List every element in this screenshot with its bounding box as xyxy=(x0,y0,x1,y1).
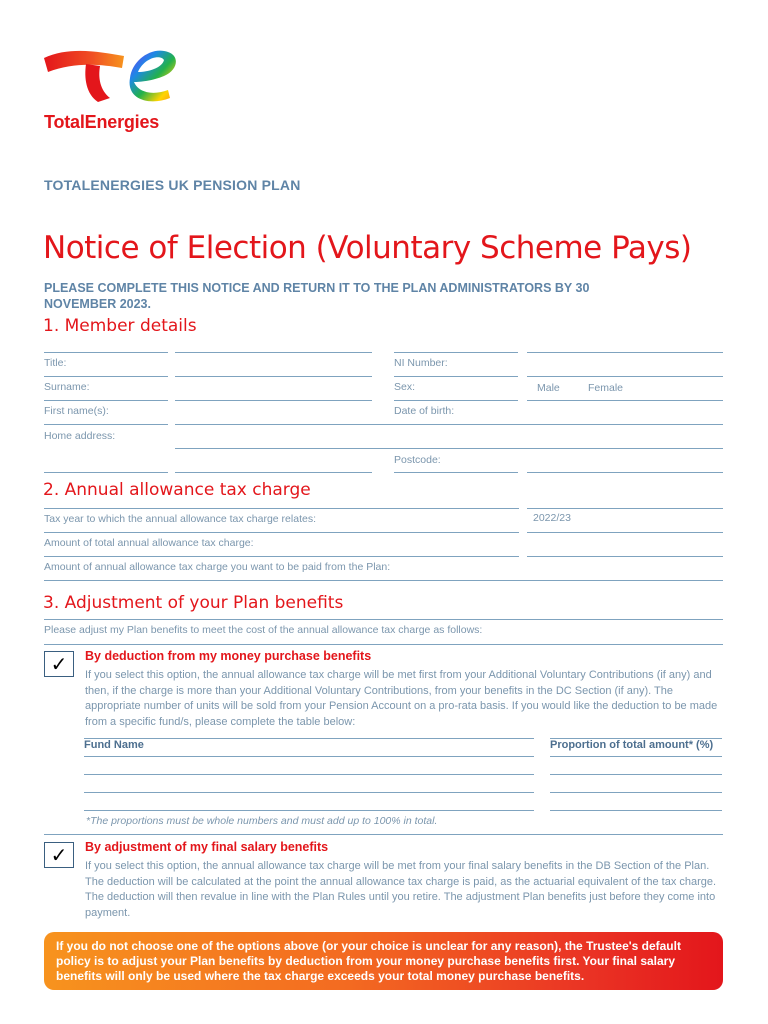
plan-name: TOTALENERGIES UK PENSION PLAN xyxy=(44,177,301,193)
option-final-salary-text: If you select this option, the annual allowance tax charge will be met from your final salary benefits in the DB Section of the Plan. The deduction will be calculated at the point the annual allowance tax charge is paid, as the actuarial equivalent of the tax charge. The deduction will then revalue in line with the Plan Rules until you retire. The adjustment Plan benefits just before they come into payment. xyxy=(85,860,717,919)
instruction-text: PLEASE COMPLETE THIS NOTICE AND RETURN IT TO THE PLAN ADMINISTRATORS BY 30 NOVEMBER 2023. xyxy=(44,281,590,311)
home-address-label: Home address: xyxy=(44,430,116,442)
adjustment-intro: Please adjust my Plan benefits to meet the cost of the annual allowance tax charge as follows: xyxy=(44,624,483,636)
tax-year-value[interactable]: 2022/23 xyxy=(533,512,571,524)
option-money-purchase-text: If you select this option, the annual allowance tax charge will be met first from your Additional Voluntary Contributions (if any) and then, if the charge is more than your Additional Voluntary Contributions, from your benefits in the DC Section (if any). The appropriate number of units will be sold from your Pension Account on a pro-rata basis. If you would like the deduction to be made from a specific fund/s, please complete the table below: xyxy=(85,669,718,728)
fund-name-row-3[interactable] xyxy=(84,794,534,810)
amount-total-field[interactable] xyxy=(527,536,723,556)
amount-total-label: Amount of total annual allowance tax charge: xyxy=(44,537,254,549)
proportion-row-3[interactable] xyxy=(550,794,722,810)
ni-number-field[interactable] xyxy=(527,356,723,376)
surname-label: Surname: xyxy=(44,381,90,393)
amount-paid-label: Amount of annual allowance tax charge you want to be paid from the Plan: xyxy=(44,561,391,573)
brand-logo-text: TotalEnergies xyxy=(44,112,160,132)
section-3-title: 3. Adjustment of your Plan benefits xyxy=(43,593,344,613)
first-names-label: First name(s): xyxy=(44,405,109,417)
default-policy-banner xyxy=(44,932,723,990)
amount-paid-field[interactable] xyxy=(527,560,723,580)
fund-name-row-2[interactable] xyxy=(84,776,534,792)
dob-label: Date of birth: xyxy=(394,405,455,417)
postcode-label: Postcode: xyxy=(394,454,441,466)
ni-number-label: NI Number: xyxy=(394,357,448,369)
sex-option-female[interactable]: Female xyxy=(588,382,624,394)
fund-name-row-1[interactable] xyxy=(84,758,534,774)
dob-field[interactable] xyxy=(527,404,723,424)
first-names-field[interactable] xyxy=(175,404,372,424)
fund-name-header: Fund Name xyxy=(84,739,144,751)
title-label: Title: xyxy=(44,357,67,369)
home-address-field[interactable] xyxy=(175,428,723,448)
final-salary-checkbox[interactable]: ✓ xyxy=(44,842,74,868)
tax-year-label: Tax year to which the annual allowance tax charge relates: xyxy=(44,513,316,525)
section-2-title: 2. Annual allowance tax charge xyxy=(43,480,311,500)
option-final-salary-title: By adjustment of my final salary benefits xyxy=(85,840,329,854)
proportion-header: Proportion of total amount* (%) xyxy=(550,739,714,751)
proportion-footnote: *The proportions must be whole numbers and must add up to 100% in total. xyxy=(86,815,438,827)
money-purchase-checkbox[interactable]: ✓ xyxy=(44,651,74,677)
option-money-purchase-title: By deduction from my money purchase benefits xyxy=(85,649,372,663)
sex-label: Sex: xyxy=(394,381,416,393)
sex-option-male[interactable]: Male xyxy=(537,382,560,394)
proportion-row-2[interactable] xyxy=(550,776,722,792)
proportion-row-1[interactable] xyxy=(550,758,722,774)
section-1-title: 1. Member details xyxy=(43,316,197,336)
totalenergies-logo-icon xyxy=(40,38,180,108)
page-title: Notice of Election (Voluntary Scheme Pays) xyxy=(43,230,692,266)
default-policy-text: If you do not choose one of the options above (or your choice is unclear for any reason), the Trustee's default policy is to adjust your Plan benefits by deduction from your money purchase benefits first. Your final salary benefits will only be used where the tax charge exceeds your total money purchase benefits. xyxy=(56,939,681,983)
postcode-field[interactable] xyxy=(527,452,723,472)
title-field[interactable] xyxy=(175,356,372,376)
surname-field[interactable] xyxy=(175,380,372,400)
